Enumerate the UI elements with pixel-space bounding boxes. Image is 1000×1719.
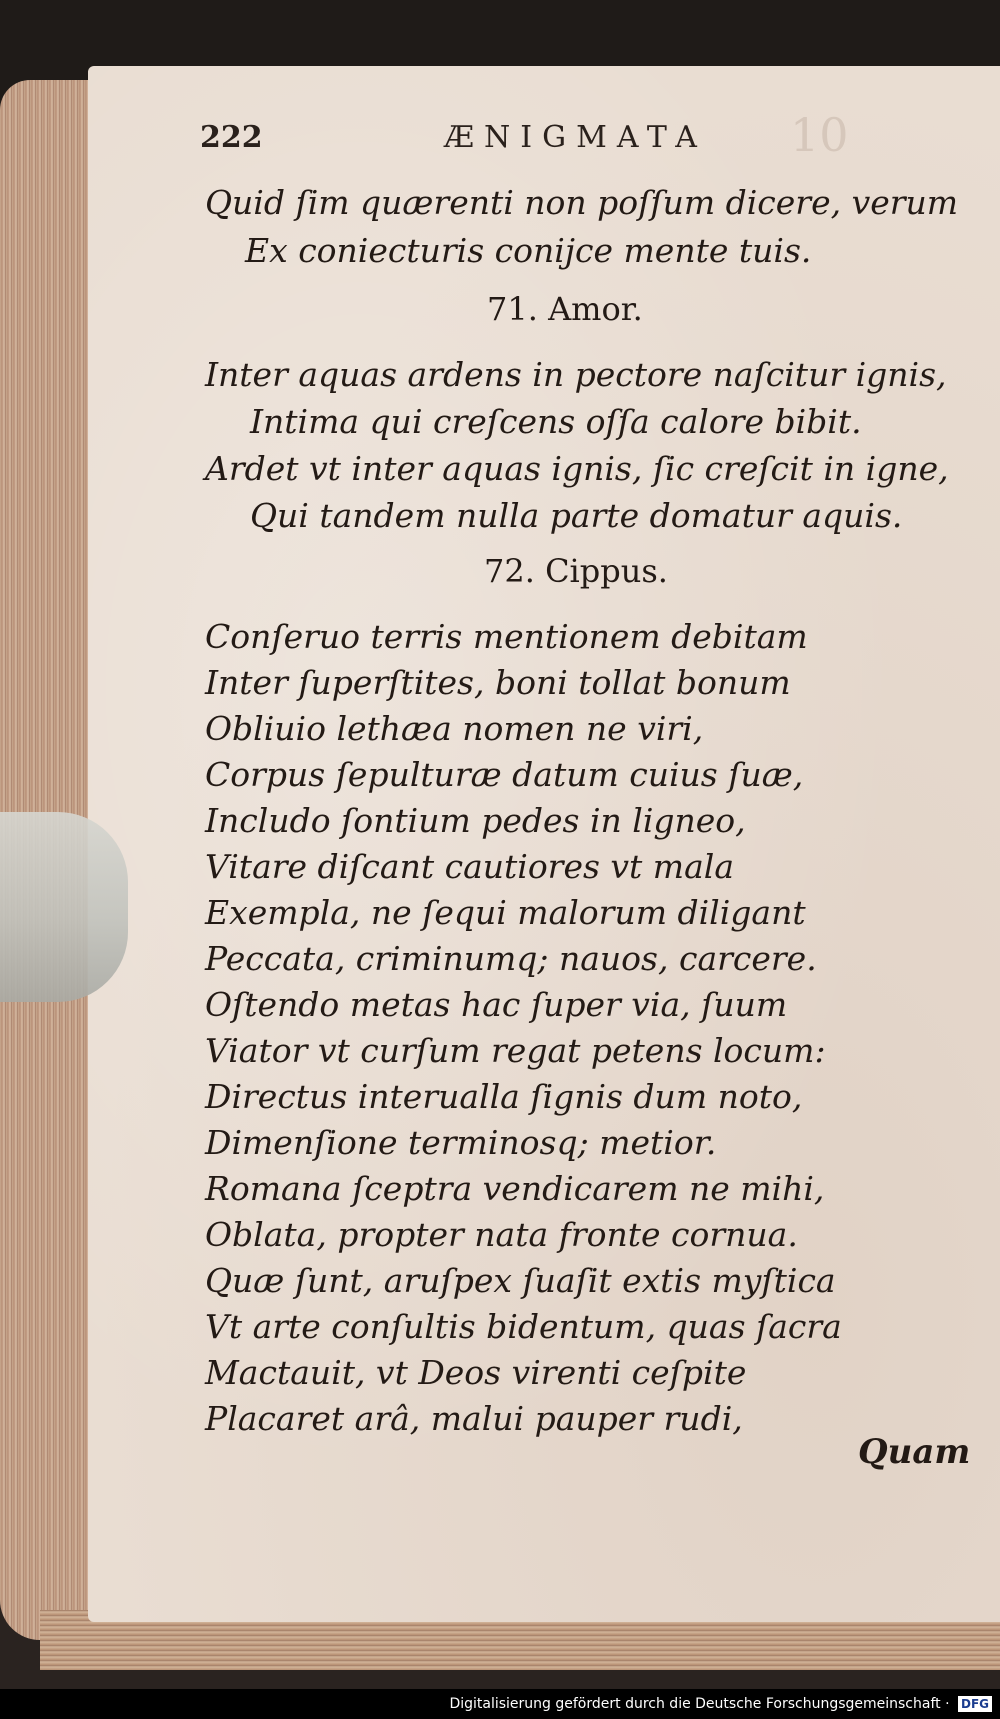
verse-line: Quæ ſunt, aruſpex ſuaſit extis myſtica (205, 1261, 836, 1300)
footer-credit-bar (0, 1689, 1000, 1719)
verse-line: Quid ſim quærenti non poſſum dicere, verum (205, 183, 959, 222)
riddle-heading-cippus: 72. Cippus. (484, 552, 668, 590)
verse-line: Oblata, propter nata fronte cornua. (205, 1215, 798, 1254)
verse-line: Corpus ſepulturæ datum cuius ſuæ, (205, 755, 804, 794)
verse-line: Oſtendo metas hac ſuper via, ſuum (205, 985, 788, 1024)
verse-line: Directus interualla ſignis dum noto, (205, 1077, 803, 1116)
verse-line: Inter aquas ardens in pectore naſcitur ignis, (205, 355, 947, 394)
verse-line: Ex coniecturis conijce mente tuis. (245, 231, 812, 270)
verse-line: Intima qui creſcens oſſa calore bibit. (250, 402, 862, 441)
verse-line: Mactauit, vt Deos virenti ceſpite (205, 1353, 747, 1392)
running-head (200, 120, 800, 170)
catchword: Quam (858, 1432, 971, 1472)
verse-line: Inter ſuperſtites, boni tollat bonum (205, 663, 791, 702)
page-clip (0, 812, 128, 1002)
page-number: 222 (200, 120, 263, 155)
margin-mark: 10 (790, 108, 849, 162)
verse-line: Vt arte conſultis bidentum, quas ſacra (205, 1307, 842, 1346)
verse-line: Vitare diſcant cautiores vt mala (205, 847, 734, 886)
verse-line: Qui tandem nulla parte domatur aquis. (250, 496, 903, 535)
verse-line: Includo ſontium pedes in ligneo, (205, 801, 746, 840)
verse-line: Ardet vt inter aquas ignis, ſic creſcit in igne, (205, 449, 949, 488)
verse-line: Conſeruo terris mentionem debitam (205, 617, 808, 656)
verse-line: Exempla, ne ſequi malorum diligant (205, 893, 806, 932)
verse-line: Dimenſione terminosq; metior. (205, 1123, 717, 1162)
verse-line: Romana ſceptra vendicarem ne mihi, (205, 1169, 825, 1208)
running-title: ÆNIGMATA (444, 120, 707, 155)
verse-line: Placaret arâ, malui pauper rudi, (205, 1399, 743, 1438)
dfg-logo-icon: DFG (958, 1696, 992, 1712)
verse-line: Peccata, criminumq; nauos, carcere. (205, 939, 817, 978)
verse-line: Viator vt curſum regat petens locum: (205, 1031, 826, 1070)
verse-line: Obliuio lethæa nomen ne viri, (205, 709, 704, 748)
riddle-heading-amor: 71. Amor. (487, 290, 643, 328)
footer-credit: Digitalisierung gefördert durch die Deutsche Forschungsgemeinschaft · (449, 1696, 950, 1712)
